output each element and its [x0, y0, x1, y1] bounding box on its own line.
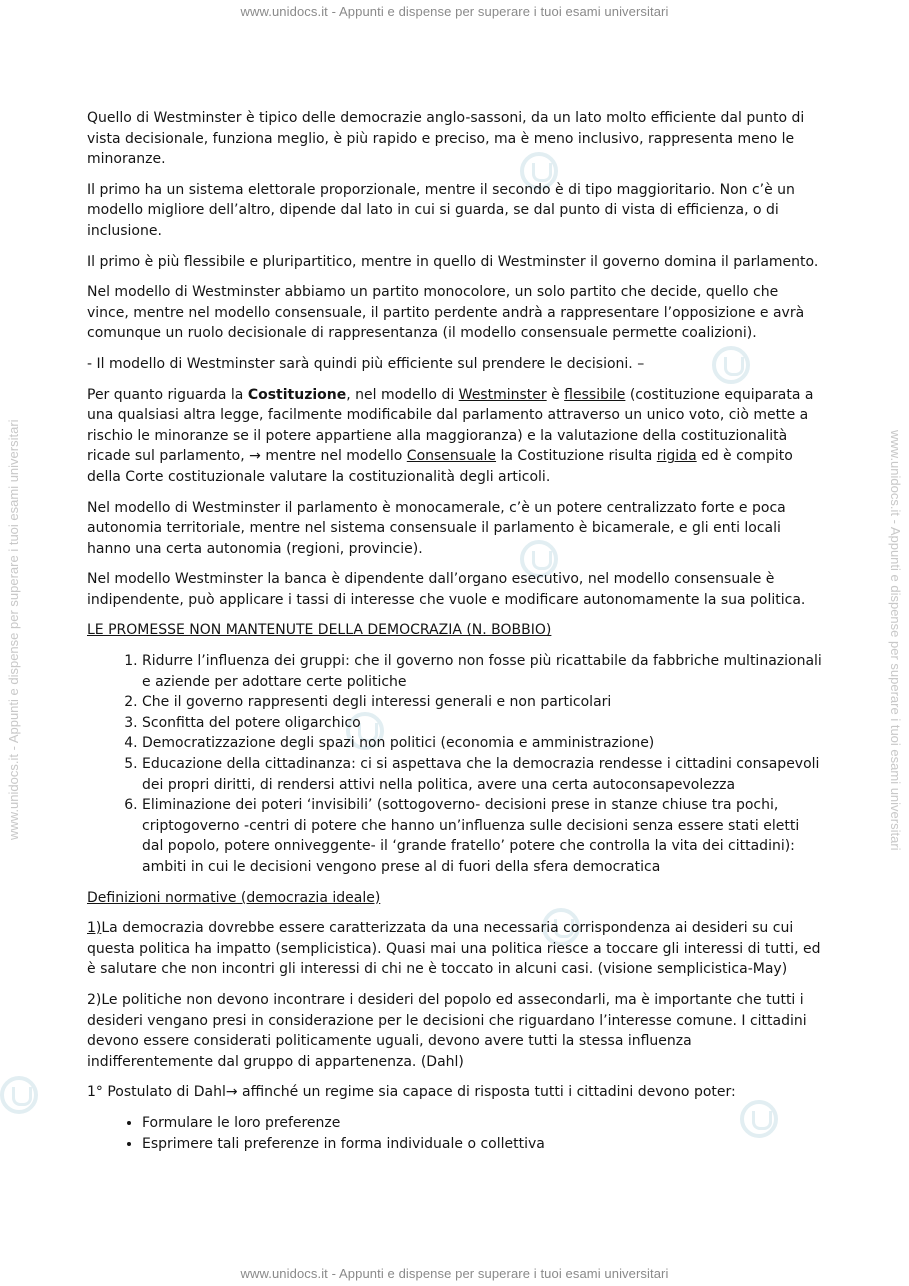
list-item: • Formulare le loro preferenze	[142, 1113, 822, 1134]
paragraph: Il primo è più flessibile e pluripartitico, mentre in quello di Westminster il governo domina il parlamento.	[87, 253, 819, 270]
paragraph: Nel modello di Westminster il parlamento è monocamerale, c’è un potere centralizzato forte e poca autonomia territoriale, mentre nel sistema consensuale il parlamento è bicamerale, e gli enti locali hanno una certa autonomia (regioni, provincie).	[87, 499, 786, 557]
bullet-list	[87, 1113, 822, 1154]
paragraph: Nel modello di Westminster abbiamo un partito monocolore, un solo partito che decide, quello che vince, mentre nel modello consensuale, il partito perdente andrà a rappresentare l’opposizione e avrà comunque un ruolo decisionale di rappresentanza (il modello consensuale permette coalizioni).	[87, 284, 805, 342]
list-item: 4. Democratizzazione degli spazi non politici (economia e amministrazione)	[142, 733, 822, 754]
list-item: 1. Ridurre l’influenza dei gruppi: che il governo non fosse più ricattabile da fabbriche multinazionali e aziende per adottare certe politiche	[142, 651, 822, 692]
paragraph: Quello di Westminster è tipico delle democrazie anglo-sassoni, da un lato molto efficiente dal punto di vista decisionale, funziona meglio, è più rapido e preciso, ma è meno inclusivo, rappresenta meno le minoranze.	[87, 110, 805, 168]
paragraph: - Il modello di Westminster sarà quindi più efficiente sul prendere le decisioni. –	[87, 355, 645, 372]
watermark-left: www.unidocs.it - Appunti e dispense per superare i tuoi esami universitari	[6, 419, 21, 840]
watermark-logo-icon	[0, 1076, 38, 1114]
paragraph: Il primo ha un sistema elettorale proporzionale, mentre il secondo è di tipo maggioritario. Non c’è un modello migliore dell’altro, dipende dal lato in cui si guarda, se dal punto di vista di efficienza, o di inclusione.	[87, 181, 795, 239]
text: affinché un regime sia capace di risposta tutti i cittadini devono poter:	[237, 1084, 736, 1101]
underlined-term: Westminster	[458, 386, 547, 403]
bold-term: Costituzione	[247, 386, 347, 403]
list-item: 5. Educazione della cittadinanza: ci si aspettava che la democrazia rendesse i cittadini consapevoli dei propri diritti, di rendersi attivi nella politica, avere una certa autoconsapevolezza	[142, 754, 822, 795]
paragraph	[87, 918, 822, 980]
text: è	[546, 386, 565, 403]
list-item: 3. Sconfitta del potere oligarchico	[142, 713, 822, 734]
arrow-icon: →	[249, 448, 261, 465]
text: 1° Postulato di Dahl	[87, 1084, 226, 1101]
text: , nel modello di	[346, 386, 459, 403]
list-number: 1)	[87, 920, 102, 937]
underlined-term: Consensuale	[406, 448, 497, 465]
list-item: 2. Che il governo rappresenti degli interessi generali e non particolari	[142, 692, 822, 713]
underlined-term: rigida	[656, 448, 697, 465]
document-body	[87, 108, 822, 1154]
text: Per quanto riguarda la	[87, 386, 248, 403]
text: la Costituzione risulta	[496, 448, 657, 465]
list-item: 6. Eliminazione dei poteri ‘invisibili’ (sottogoverno- decisioni prese in stanze chiuse tra pochi, criptogoverno -centri di potere che hanno un’influenza sulle decisioni senza essere stati eletti dal popolo, potere onniveggente- il ‘grande fratello’ potere che controlla la vita dei cittadini): ambiti in cui le decisioni vengono prese al di fuori della sfera democratica	[142, 795, 822, 877]
section-heading: LE PROMESSE NON MANTENUTE DELLA DEMOCRAZIA (N. BOBBIO)	[87, 622, 552, 639]
paragraph	[87, 1082, 822, 1103]
paragraph: Nel modello Westminster la banca è dipendente dall’organo esecutivo, nel modello consensuale è indipendente, può applicare i tassi di interesse che vuole e modificare autonomamente la sua politica.	[87, 571, 806, 608]
watermark-bottom: www.unidocs.it - Appunti e dispense per superare i tuoi esami universitari	[240, 1266, 669, 1281]
section-heading: Definizioni normative (democrazia ideale)	[87, 889, 381, 906]
text: mentre nel modello	[260, 448, 407, 465]
numbered-list	[87, 651, 822, 878]
text: La democrazia dovrebbe essere caratterizzata da una necessaria corrispondenza ai desideri su cui questa politica ha impatto (semplicistica). Quasi mai una politica riesce a toccare gli interessi di tutti, ed è salutare che non incontri gli interessi di chi ne è toccato in alcuni casi. (visione semplicistica-May)	[87, 920, 821, 978]
underlined-term: flessibile	[564, 386, 626, 403]
arrow-icon: →	[225, 1084, 238, 1101]
paragraph-constitution	[87, 385, 822, 488]
text: ed è compito della Corte costituzionale valutare la costituzionalità degli articoli.	[87, 448, 793, 485]
paragraph: 2)Le politiche non devono incontrare i desideri del popolo ed assecondarli, ma è importante che tutti i desideri vengano presi in considerazione per le decisioni che riguardano l’interesse comune. I cittadini devono essere considerati politicamente uguali, devono avere tutti la stessa influenza indifferentemente dal gruppo di appartenenza. (Dahl)	[87, 991, 807, 1070]
watermark-right: www.unidocs.it - Appunti e dispense per superare i tuoi esami universitari	[888, 430, 903, 851]
text: (costituzione equiparata a una qualsiasi altra legge, facilmente modificabile dal parlamento attraverso un unico voto, ciò mette a rischio le minoranze se il potere appartiene alla maggioranza) e la valutazione della costituzionalità ricade sul parlamento,	[87, 386, 814, 465]
watermark-top: www.unidocs.it - Appunti e dispense per superare i tuoi esami universitari	[240, 4, 669, 19]
list-item: • Esprimere tali preferenze in forma individuale o collettiva	[142, 1134, 822, 1155]
